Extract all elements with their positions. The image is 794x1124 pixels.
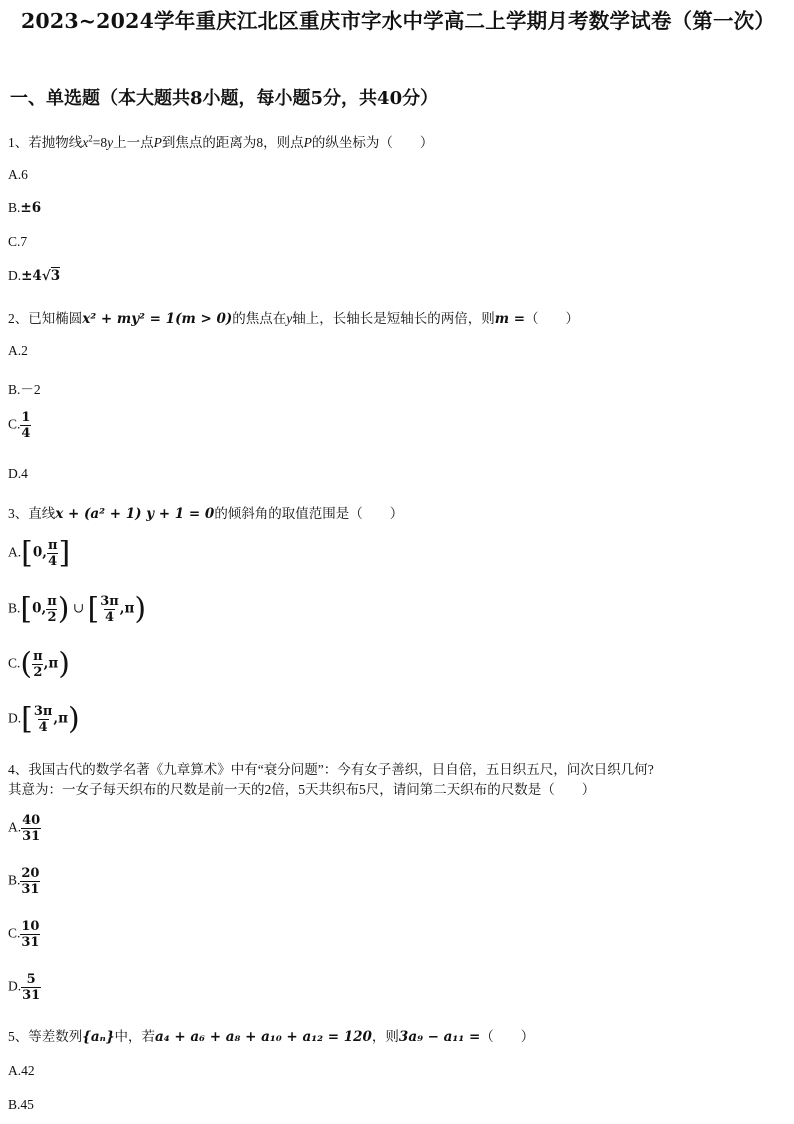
fraction: $\frac{1}{4}$ <box>21 410 31 441</box>
q4-option-a[interactable]: A. $\frac{40}{31}$ <box>8 813 41 844</box>
q3-option-a[interactable]: A.[0, $\frac{\pi}{4}$ ] <box>8 535 71 571</box>
q2-option-d[interactable]: D.4 <box>8 466 28 481</box>
question-2: 2、已知椭圆x² + my² = 1(m > 0)的焦点在y轴上，长轴长是短轴长的两倍，则m =（ ） <box>8 311 580 327</box>
q1-option-b[interactable]: B.±6 <box>8 200 42 216</box>
q2-option-a[interactable]: A.2 <box>8 343 28 358</box>
section-heading: 一、单选题（本大题共8小题，每小题5分，共40分） <box>10 88 439 109</box>
fraction: $\frac{\pi}{4}$ <box>47 538 58 569</box>
q2-option-c[interactable]: C. $\frac{1}{4}$ <box>8 410 31 441</box>
question-1: 1、若抛物线$x^2=8y$上一点P到焦点的距离为8，则点P的纵坐标为（ ） <box>8 133 434 150</box>
fraction: $\frac{\pi}{2}$ <box>33 649 43 680</box>
q3-option-d[interactable]: D.[ $\frac{3\pi}{4}$ ,π) <box>8 701 80 737</box>
q5-option-a[interactable]: A.42 <box>8 1063 35 1078</box>
q4-option-d[interactable]: D. $\frac{5}{31}$ <box>8 972 41 1003</box>
fraction: $\frac{20}{31}$ <box>21 866 40 897</box>
q3-option-b[interactable]: B.[0, $\frac{\pi}{2}$ ) ∪ [ $\frac{3\pi}{4}$ ,π) <box>8 591 147 627</box>
q1-option-c[interactable]: C.7 <box>8 234 28 249</box>
q4-option-c[interactable]: C. $\frac{10}{31}$ <box>8 919 40 950</box>
q1-option-d[interactable]: D.±4√3 <box>8 268 61 284</box>
fraction: $\frac{3\pi}{4}$ <box>33 704 53 735</box>
fraction: $\frac{40}{31}$ <box>22 813 41 844</box>
fraction: $\frac{10}{31}$ <box>21 919 40 950</box>
question-5: 5、等差数列{aₙ}中，若a₄ + a₆ + a₈ + a₁₀ + a₁₂ = 120，则3a₉ − a₁₁ =（ ） <box>8 1029 535 1045</box>
q1-option-a[interactable]: A.6 <box>8 167 28 182</box>
fraction: $\frac{5}{31}$ <box>22 972 41 1003</box>
fraction: $\frac{3\pi}{4}$ <box>100 594 119 625</box>
q5-option-b[interactable]: B.45 <box>8 1097 34 1112</box>
q2-option-b[interactable]: B.－2 <box>8 382 41 397</box>
page-title: 2023~2024学年重庆江北区重庆市字水中学高二上学期月考数学试卷（第一次） <box>20 9 776 33</box>
q3-option-c[interactable]: C.( $\frac{\pi}{2}$ ,π) <box>8 646 70 682</box>
sqrt-symbol: √ <box>41 268 51 284</box>
question-3: 3、直线x + (a² + 1) y + 1 = 0的倾斜角的取值范围是（ ） <box>8 506 404 522</box>
q4-option-b[interactable]: B. $\frac{20}{31}$ <box>8 866 40 897</box>
question-4-line-1: 4、我国古代的数学名著《九章算术》中有“衰分问题”：今有女子善织，日自倍，五日织五尺，问次日织几何? <box>8 762 654 777</box>
fraction: $\frac{\pi}{2}$ <box>47 594 57 625</box>
question-4-line-2: 其意为：一女子每天织布的尺数是前一天的2倍，5天共织布5尺，请问第二天织布的尺数是（ ） <box>8 782 596 797</box>
